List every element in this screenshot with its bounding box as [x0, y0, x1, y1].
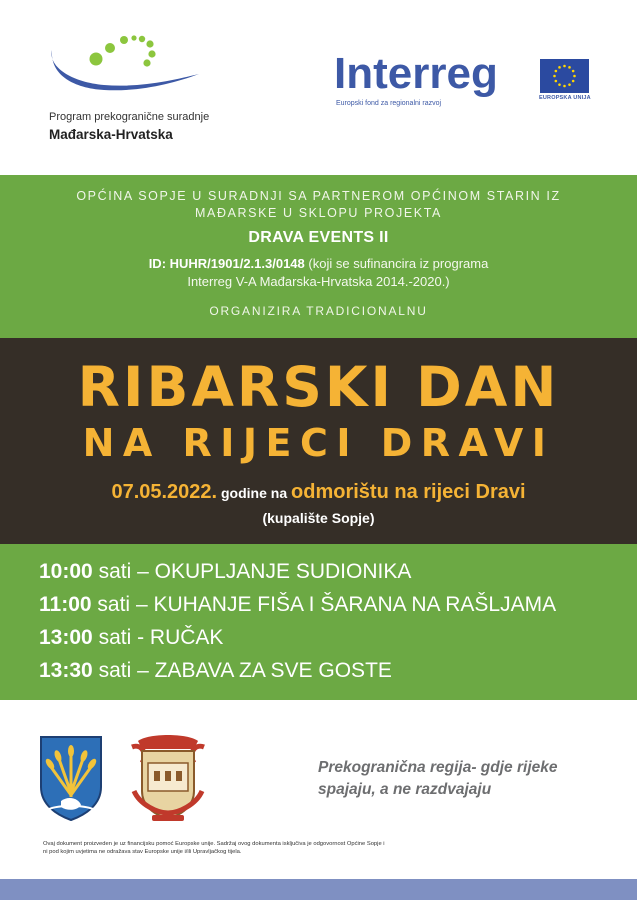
schedule-activity: – ZABAVA ZA SVE GOSTE	[137, 659, 392, 682]
schedule-time: 11:00	[39, 593, 92, 616]
schedule-time: 10:00	[39, 560, 93, 583]
schedule-time: 13:00	[39, 626, 93, 649]
interreg-logo-text: Interreg	[334, 49, 498, 98]
schedule-item	[39, 626, 223, 650]
disclaimer	[43, 841, 433, 857]
schedule-item	[39, 593, 556, 617]
event-date-suffix: godine na	[221, 485, 288, 501]
eu-label: EUROPSKA UNIJA	[539, 95, 591, 101]
eu-star	[563, 85, 566, 88]
schedule-unit: sati	[98, 659, 132, 682]
footer	[0, 700, 637, 900]
program-name-line1: Program prekogranične suradnje	[49, 111, 210, 123]
eu-flag-icon	[540, 59, 589, 93]
slogan-line2: spajaju, a ne razdvajaju	[318, 780, 492, 798]
header	[0, 0, 637, 175]
bottom-bar	[0, 879, 637, 900]
slogan-line1: Prekogranična regija- gdje rijeke	[318, 759, 558, 776]
slogan	[318, 757, 608, 800]
organizes-text: ORGANIZIRA TRADICIONALNU	[209, 304, 428, 318]
eu-star	[572, 80, 575, 83]
intro-line-2: MAĐARSKE U SKLOPU PROJEKTA	[195, 206, 442, 220]
event-date-line	[0, 481, 637, 504]
starin-crest-icon	[128, 733, 208, 825]
schedule-activity: – KUHANJE FIŠA I ŠARANA NA RAŠLJAMA	[135, 593, 557, 616]
sopje-crest-icon	[39, 735, 103, 821]
eu-star	[568, 83, 571, 86]
program-name-line2: Mađarska-Hrvatska	[49, 127, 173, 142]
schedule-time: 13:30	[39, 659, 93, 682]
interreg-fund-text: Europski fond za regionalni razvoj	[336, 100, 442, 107]
disclaimer-line2: ni pod kojim uvjetima ne odražava stav Europske unije i/ili Upravljačkog tijela.	[43, 848, 242, 855]
eu-star	[555, 80, 558, 83]
project-id-note: (koji se sufinancira iz programa	[308, 256, 489, 271]
program-swoosh-logo-icon	[44, 30, 204, 100]
eu-star	[558, 83, 561, 86]
event-title-line2: NA RIJECI DRAVI	[82, 421, 555, 465]
eu-star	[553, 75, 556, 78]
intro-section	[0, 175, 637, 338]
eu-star	[573, 75, 576, 78]
project-id: ID: HUHR/1901/2.1.3/0148	[148, 256, 305, 271]
event-place-note: (kupalište Sopje)	[262, 510, 375, 526]
disclaimer-line1: Ovaj dokument proizveden je uz financijsku pomoć Europske unije. Sadržaj ovog dokumenta isključiva je odgovornost Općine Sopje i	[43, 841, 385, 847]
eu-star	[555, 70, 558, 73]
event-title-section	[0, 338, 637, 544]
schedule-section	[0, 544, 637, 700]
schedule-activity: - RUČAK	[137, 626, 224, 649]
eu-star	[568, 66, 571, 69]
eu-star	[558, 66, 561, 69]
eu-star	[572, 70, 575, 73]
schedule-unit: sati	[98, 626, 132, 649]
schedule-unit: sati	[97, 593, 131, 616]
event-title-line1: RIBARSKI DAN	[77, 355, 560, 419]
project-id-line	[0, 256, 637, 271]
intro-line-1: OPĆINA SOPJE U SURADNJI SA PARTNEROM OPĆINOM STARIN IZ	[76, 189, 561, 203]
schedule-item	[39, 659, 392, 683]
event-date: 07.05.2022.	[111, 481, 218, 503]
event-place: odmorištu na rijeci Dravi	[291, 481, 526, 503]
eu-star	[563, 65, 566, 68]
schedule-activity: – OKUPLJANJE SUDIONIKA	[137, 560, 412, 583]
project-name: DRAVA EVENTS II	[248, 229, 389, 246]
schedule-unit: sati	[98, 560, 132, 583]
schedule-item	[39, 560, 411, 584]
program-line: Interreg V-A Mađarska-Hrvatska 2014.-2020.)	[187, 274, 450, 289]
